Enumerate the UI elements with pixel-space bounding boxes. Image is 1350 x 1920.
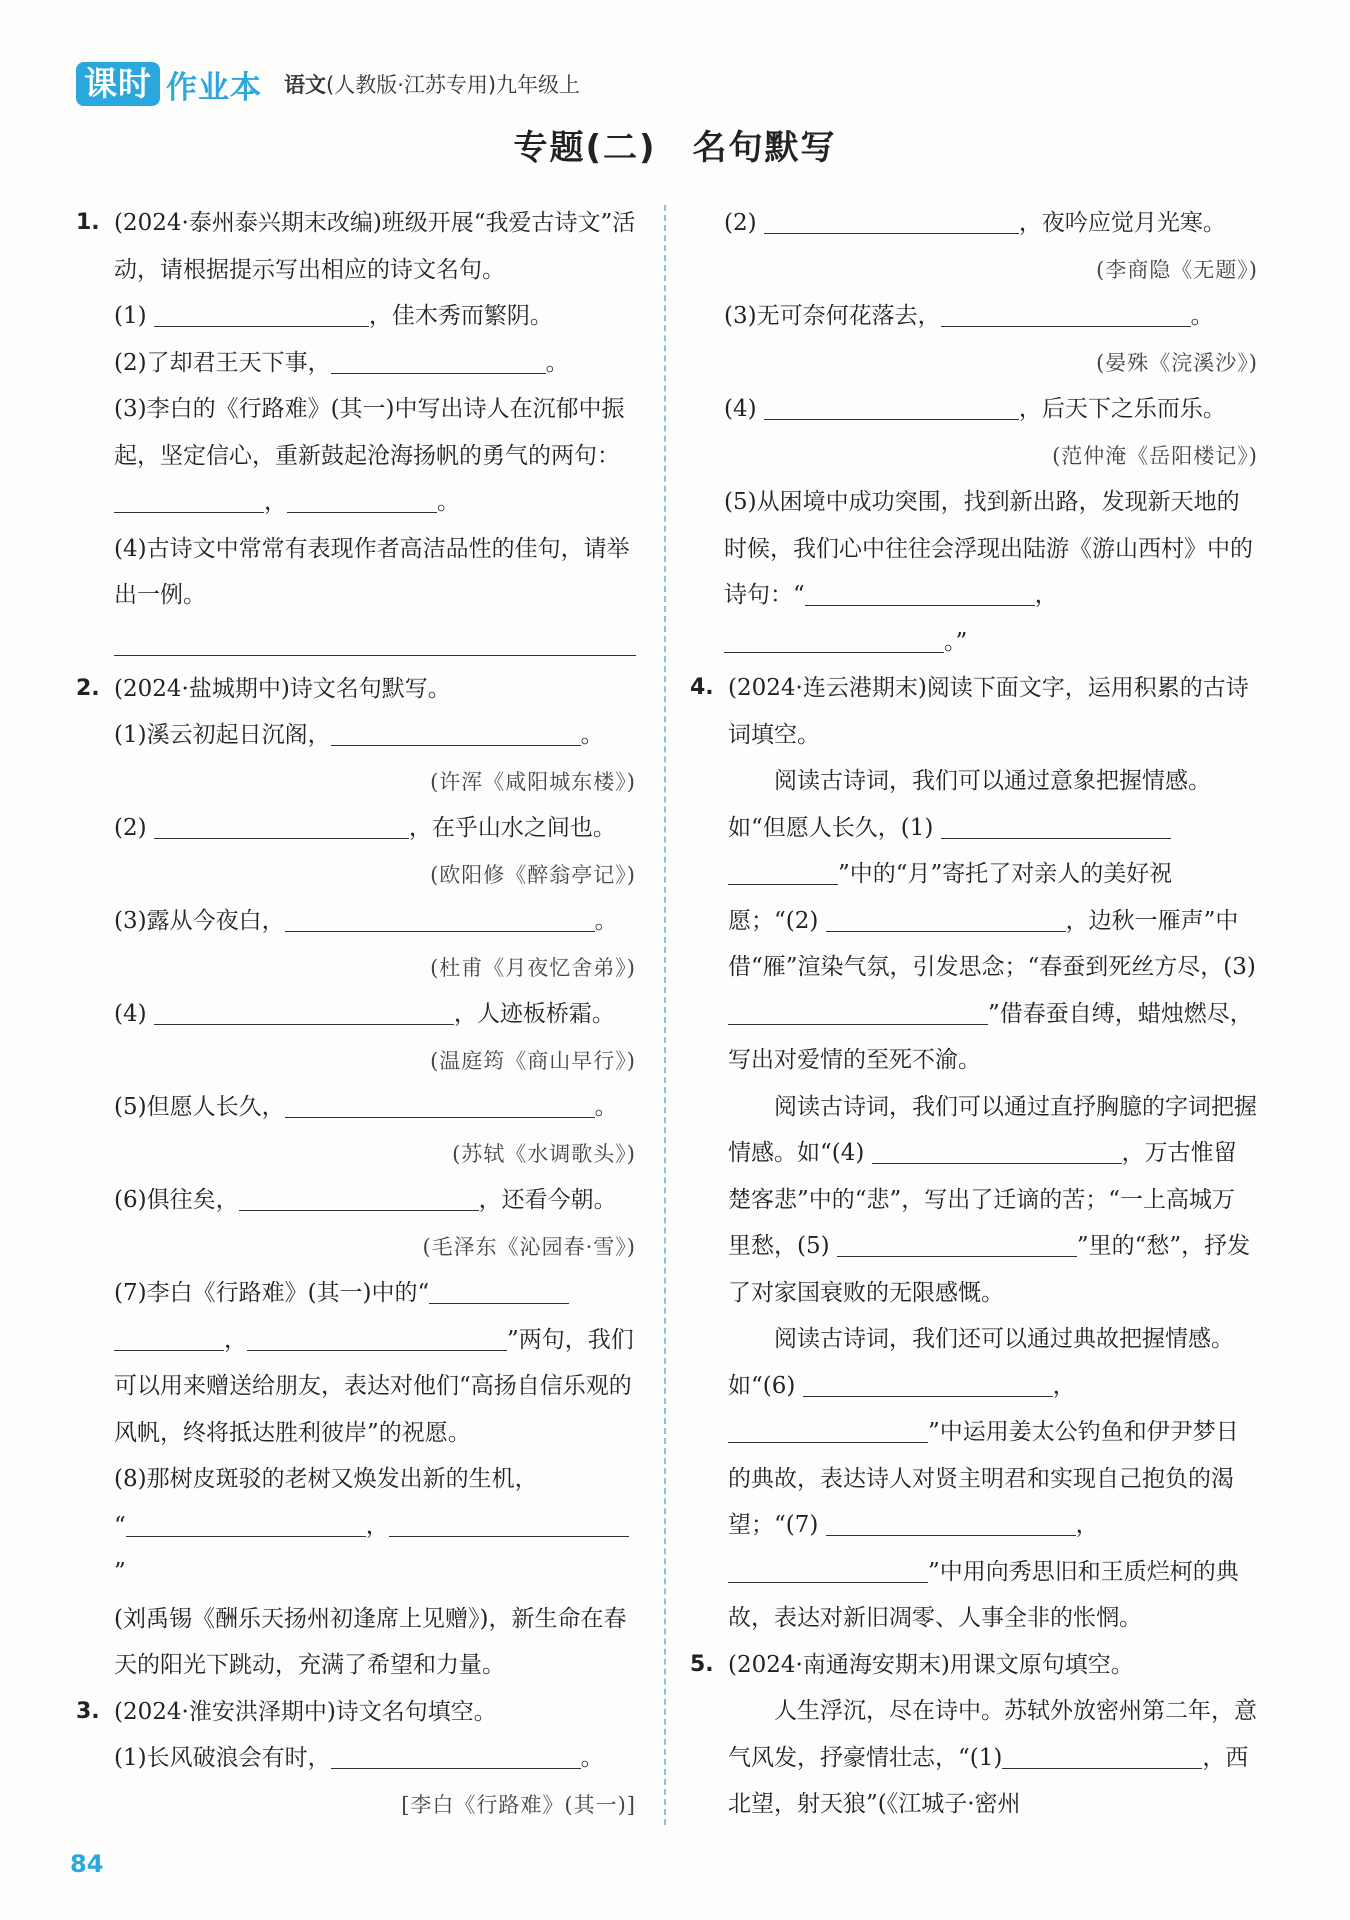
sub-item: (4)古诗文中常常有表现作者高洁品性的佳句，请举出一例。 bbox=[114, 535, 630, 608]
answer-blank[interactable] bbox=[805, 577, 1035, 606]
answer-blank[interactable] bbox=[803, 1368, 1053, 1397]
question-stem: (2024·南通海安期末)用课文原句填空。 bbox=[728, 1651, 1134, 1678]
answer-blank[interactable] bbox=[1002, 1740, 1202, 1769]
sub-item: (6)俱往矣， ，还看今朝。 bbox=[114, 1177, 636, 1224]
answer-blank[interactable] bbox=[285, 1089, 595, 1118]
question-stem: (2024·连云港期末)阅读下面文字，运用积累的古诗词填空。 bbox=[728, 675, 1249, 748]
answer-blank[interactable] bbox=[728, 856, 838, 885]
sub-item: (2)了却君王天下事， 。 bbox=[114, 340, 636, 387]
sub-item: (1)长风破浪会有时， 。 bbox=[114, 1735, 636, 1782]
question-number: 4. bbox=[690, 675, 714, 700]
sub-item: (4) ，后天下之乐而乐。 bbox=[724, 386, 1258, 433]
logo-badge: 课时 bbox=[76, 62, 160, 106]
passage-paragraph: 阅读古诗词，我们还可以通过典故把握情感。如“(6) ，”中运用姜太公钓鱼和伊尹梦日的典故，表达诗人对贤主明君和实现自己抱负的渴望；“(7) ，”中用向秀思旧和王质烂柯的典故，表达对新旧凋零、人事全非的怅惘。 bbox=[728, 1326, 1239, 1631]
subject: 语文 bbox=[284, 73, 326, 97]
question-number: 3. bbox=[76, 1698, 100, 1724]
source-note: [李白《行路难》(其一)] bbox=[401, 1792, 636, 1817]
book-title bbox=[284, 69, 580, 99]
sub-item: (7)李白《行路难》(其一)中的“ ， ”两句，我们可以用来赠送给朋友，表达对他们“高扬自信乐观的风帆，终将抵达胜利彼岸”的祝愿。 bbox=[114, 1270, 636, 1456]
answer-blank[interactable] bbox=[728, 996, 988, 1025]
sub-item: (3)露从今夜白， 。 bbox=[114, 898, 636, 945]
page-header bbox=[76, 60, 580, 108]
source-note: (温庭筠《商山早行》) bbox=[430, 1048, 636, 1073]
answer-blank[interactable] bbox=[154, 996, 454, 1025]
sub-item: (1) ，佳木秀而繁阴。 bbox=[114, 293, 636, 340]
right-column bbox=[690, 200, 1258, 1828]
source-note: (李商隐《无题》) bbox=[1096, 257, 1258, 282]
passage-paragraph: 人生浮沉，尽在诗中。苏轼外放密州第二年，意气风发，抒豪情壮志，“(1) ，西北望，射天狼”(《江城子·密州 bbox=[728, 1698, 1257, 1817]
source-note: (苏轼《水调歌头》) bbox=[452, 1141, 636, 1166]
answer-blank[interactable] bbox=[941, 810, 1171, 839]
question-1 bbox=[76, 200, 636, 656]
sub-item: (3)李白的《行路难》(其一)中写出诗人在沉郁中振起，坚定信心，重新鼓起沧海扬帆的勇气的两句：， 。 bbox=[114, 396, 625, 515]
answer-blank[interactable] bbox=[239, 1182, 479, 1211]
question-number: 1. bbox=[76, 210, 100, 235]
answer-blank[interactable] bbox=[154, 298, 369, 327]
source-note: (许浑《咸阳城东楼》) bbox=[430, 769, 636, 794]
answer-blank[interactable] bbox=[247, 1322, 507, 1351]
sub-item: (3)无可奈何花落去， 。 bbox=[724, 293, 1258, 340]
sub-item: (1)溪云初起日沉阁， 。 bbox=[114, 712, 636, 759]
passage-paragraph: 阅读古诗词，我们可以通过直抒胸臆的字词把握情感。如“(4) ，万古惟留楚客悲”中的“悲”，写出了迁谪的苦；“一上高城万里愁，(5) ”里的“愁”，抒发了对家国衰败的无限感慨。 bbox=[728, 1093, 1257, 1306]
sub-item: (8)那树皮斑驳的老树又焕发出新的生机， “ ，” (刘禹锡《酬乐天扬州初逢席上见赠》)，新生命在春天的阳光下跳动，充满了希望和力量。 bbox=[114, 1456, 636, 1689]
question-5 bbox=[690, 1642, 1258, 1828]
answer-blank[interactable] bbox=[287, 484, 437, 513]
question-2 bbox=[76, 666, 636, 1689]
answer-blank[interactable] bbox=[872, 1135, 1122, 1164]
answer-blank[interactable] bbox=[285, 903, 595, 932]
sub-item: (5)从困境中成功突围，找到新出路，发现新天地的时候，我们心中往往会浮现出陆游《游山西村》中的诗句：“ ， 。” bbox=[724, 489, 1253, 655]
left-column bbox=[76, 200, 636, 1828]
answer-blank[interactable] bbox=[154, 810, 409, 839]
sub-item: (4) ，人迹板桥霜。 bbox=[114, 991, 636, 1038]
answer-blank[interactable] bbox=[331, 717, 581, 746]
answer-blank[interactable] bbox=[764, 205, 1019, 234]
answer-blank[interactable] bbox=[724, 624, 944, 653]
answer-blank[interactable] bbox=[826, 903, 1066, 932]
question-3 bbox=[76, 1689, 636, 1829]
answer-blank[interactable] bbox=[429, 1275, 569, 1304]
answer-blank[interactable] bbox=[331, 345, 546, 374]
answer-blank[interactable] bbox=[114, 1322, 224, 1351]
edition: (人教版·江苏专用)九年级上 bbox=[326, 73, 581, 97]
answer-blank[interactable] bbox=[826, 1507, 1076, 1536]
question-stem: (2024·泰州泰兴期末改编)班级开展“我爱古诗文”活动，请根据提示写出相应的诗文名句。 bbox=[114, 210, 636, 283]
answer-blank[interactable] bbox=[389, 1508, 629, 1537]
source-note: (范仲淹《岳阳楼记》) bbox=[1052, 443, 1258, 468]
source-note: (毛泽东《沁园春·雪》) bbox=[422, 1234, 636, 1259]
answer-blank[interactable] bbox=[728, 1554, 928, 1583]
question-stem: (2024·盐城期中)诗文名句默写。 bbox=[114, 675, 451, 702]
question-stem: (2024·淮安洪泽期中)诗文名句填空。 bbox=[114, 1698, 497, 1725]
question-number: 2. bbox=[76, 675, 100, 701]
source-note: (晏殊《浣溪沙》) bbox=[1096, 350, 1258, 375]
answer-blank[interactable] bbox=[728, 1414, 928, 1443]
page-number: 84 bbox=[70, 1850, 104, 1878]
sub-item: (2) ，夜吟应觉月光寒。 bbox=[724, 200, 1258, 247]
column-divider bbox=[664, 205, 666, 1825]
series-logo bbox=[76, 62, 262, 107]
source-note: (杜甫《月夜忆舍弟》) bbox=[430, 955, 636, 980]
sub-item: (2) ，在乎山水之间也。 bbox=[114, 805, 636, 852]
answer-line[interactable] bbox=[114, 625, 636, 656]
answer-blank[interactable] bbox=[114, 484, 264, 513]
sub-item: (5)但愿人长久， 。 bbox=[114, 1084, 636, 1131]
question-3-continued bbox=[690, 200, 1258, 665]
answer-blank[interactable] bbox=[837, 1228, 1077, 1257]
source-note: (欧阳修《醉翁亭记》) bbox=[430, 862, 636, 887]
answer-blank[interactable] bbox=[764, 391, 1019, 420]
question-4 bbox=[690, 665, 1258, 1642]
logo-text: 作业本 bbox=[166, 69, 262, 106]
passage-paragraph: 阅读古诗词，我们可以通过意象把握情感。如“但愿人长久，(1) ”中的“月”寄托了对亲人的美好祝愿；“(2) ，边秋一雁声”中借“雁”渲染气氛，引发思念；“春蚕到死丝方尽，(3) ”借春蚕自缚，蜡烛燃尽，写出对爱情的至死不渝。 bbox=[728, 768, 1256, 1073]
answer-blank[interactable] bbox=[126, 1508, 366, 1537]
question-number: 5. bbox=[690, 1651, 714, 1677]
answer-blank[interactable] bbox=[941, 298, 1191, 327]
topic-title: 专题(二) 名句默写 bbox=[513, 128, 837, 168]
answer-blank[interactable] bbox=[331, 1740, 581, 1769]
